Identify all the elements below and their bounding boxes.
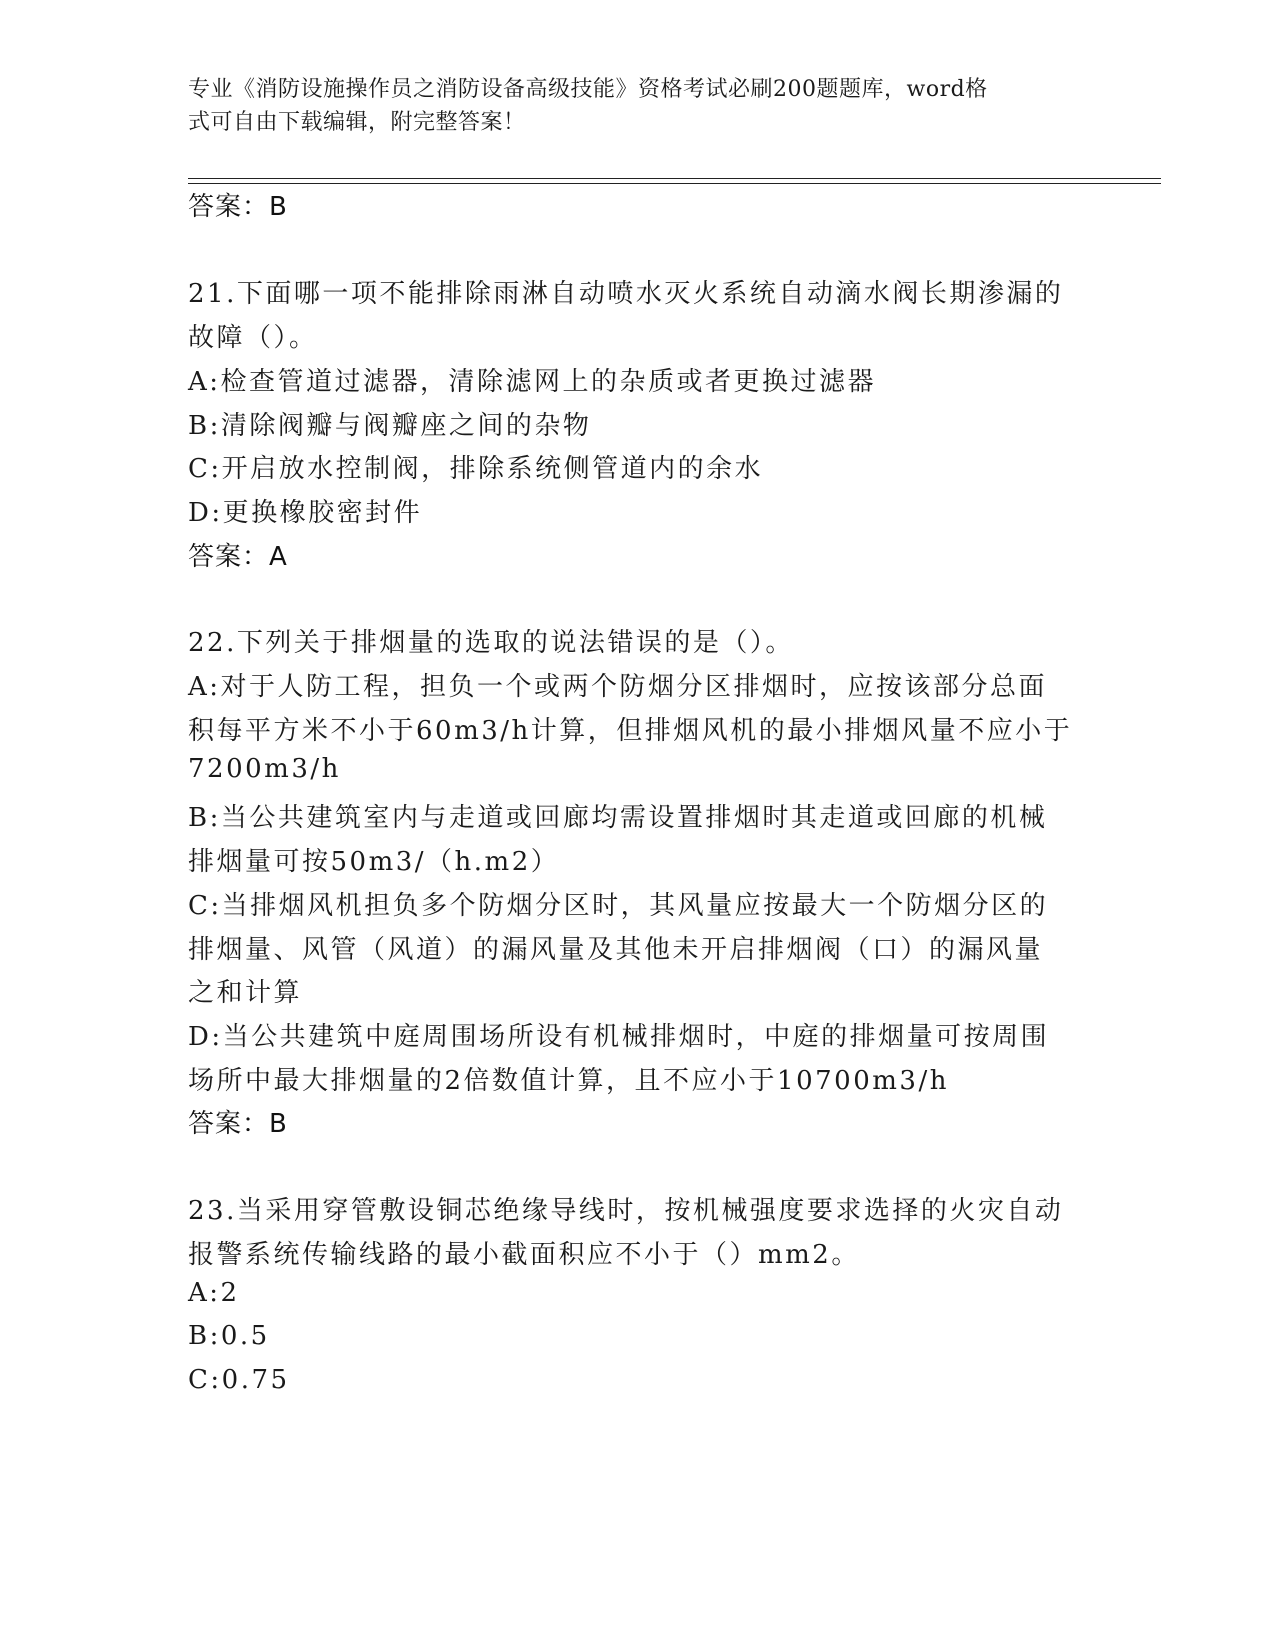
q21-stem-line-2: 故障（）。 [188, 323, 318, 353]
q22-option-a-line-2: 积每平方米不小于60m3/h计算，但排烟风机的最小排烟风量不应小于 [188, 716, 1073, 746]
q22-option-b-line-2: 排烟量可按50m3/（h.m2） [188, 847, 560, 877]
q23-option-b: B:0.5 [188, 1321, 270, 1351]
header-rule-bottom [188, 183, 1161, 184]
q22-option-c-line-3: 之和计算 [188, 978, 303, 1008]
q23-stem-line-1: 23.当采用穿管敷设铜芯绝缘导线时，按机械强度要求选择的火灾自动 [188, 1196, 1064, 1226]
q22-option-d-line-1: D:当公共建筑中庭周围场所设有机械排烟时，中庭的排烟量可按周围 [188, 1022, 1050, 1052]
q22-option-b-line-1: B:当公共建筑室内与走道或回廊均需设置排烟时其走道或回廊的机械 [188, 803, 1048, 833]
q22-answer: 答案：B [188, 1109, 288, 1139]
q23-stem-line-2: 报警系统传输线路的最小截面积应不小于（）mm2。 [188, 1240, 860, 1270]
document-header [188, 73, 1068, 139]
header-rule-top [188, 178, 1161, 179]
header-line-2: 式可自由下载编辑，附完整答案！ [188, 110, 526, 135]
header-line-1: 专业《消防设施操作员之消防设备高级技能》资格考试必刷200题题库，word格 [188, 77, 988, 102]
answer-previous: 答案：B [188, 192, 288, 222]
q22-option-c-line-2: 排烟量、风管（风道）的漏风量及其他未开启排烟阀（口）的漏风量 [188, 935, 1044, 965]
q21-option-b: B:清除阀瓣与阀瓣座之间的杂物 [188, 411, 592, 441]
q21-option-a: A:检查管道过滤器，清除滤网上的杂质或者更换过滤器 [188, 367, 877, 397]
q22-stem: 22.下列关于排烟量的选取的说法错误的是（）。 [188, 628, 794, 658]
q21-option-c: C:开启放水控制阀，排除系统侧管道内的余水 [188, 454, 764, 484]
q22-option-a-line-1: A:对于人防工程，担负一个或两个防烟分区排烟时，应按该部分总面 [188, 672, 1048, 702]
q23-option-c: C:0.75 [188, 1365, 290, 1395]
q22-option-a-line-3: 7200m3/h [188, 754, 341, 784]
q21-answer: 答案：A [188, 542, 288, 572]
q21-option-d: D:更换橡胶密封件 [188, 498, 423, 528]
q21-stem-line-1: 21.下面哪一项不能排除雨淋自动喷水灭火系统自动滴水阀长期渗漏的 [188, 279, 1064, 309]
q23-option-a: A:2 [188, 1278, 240, 1308]
q22-option-c-line-1: C:当排烟风机担负多个防烟分区时，其风量应按最大一个防烟分区的 [188, 891, 1049, 921]
q22-option-d-line-2: 场所中最大排烟量的2倍数值计算，且不应小于10700m3/h [188, 1066, 949, 1096]
